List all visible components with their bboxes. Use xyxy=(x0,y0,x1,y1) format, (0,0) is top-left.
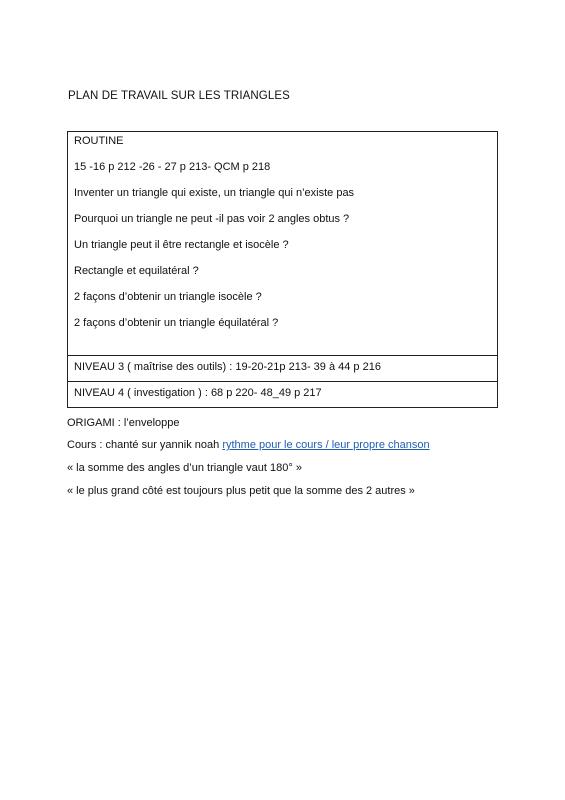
quote-angles-sum: « la somme des angles d’un triangle vaut 180° » xyxy=(67,462,302,474)
routine-line: 15 -16 p 212 -26 - 27 p 213- QCM p 218 xyxy=(74,161,271,173)
quote-triangle-inequality: « le plus grand côté est toujours plus petit que la somme des 2 autres » xyxy=(67,485,415,497)
niveau-4-row: NIVEAU 4 ( investigation ) : 68 p 220- 48_49 p 217 xyxy=(74,387,322,399)
routine-line: 2 façons d’obtenir un triangle isocèle ? xyxy=(74,291,262,303)
cours-line xyxy=(67,439,430,451)
routine-heading: ROUTINE xyxy=(74,135,124,147)
niveau-3-row: NIVEAU 3 ( maîtrise des outils) : 19-20-21p 213- 39 à 44 p 216 xyxy=(68,356,497,382)
routine-cell xyxy=(68,132,497,356)
routine-line: Un triangle peut il être rectangle et isocèle ? xyxy=(74,239,289,251)
origami-line: ORIGAMI : l’enveloppe xyxy=(67,417,180,429)
cours-label: Cours : chanté sur yannik noah xyxy=(67,439,223,451)
page-title: PLAN DE TRAVAIL SUR LES TRIANGLES xyxy=(68,90,290,102)
routine-line: Rectangle et equilatéral ? xyxy=(74,265,199,277)
routine-line: Pourquoi un triangle ne peut -il pas voir 2 angles obtus ? xyxy=(74,213,350,225)
cours-link[interactable]: rythme pour le cours / leur propre chanson xyxy=(222,439,430,451)
routine-line: Inventer un triangle qui existe, un triangle qui n’existe pas xyxy=(74,187,355,199)
routine-line: 2 façons d’obtenir un triangle équilatéral ? xyxy=(74,317,279,329)
work-plan-table xyxy=(67,131,498,408)
